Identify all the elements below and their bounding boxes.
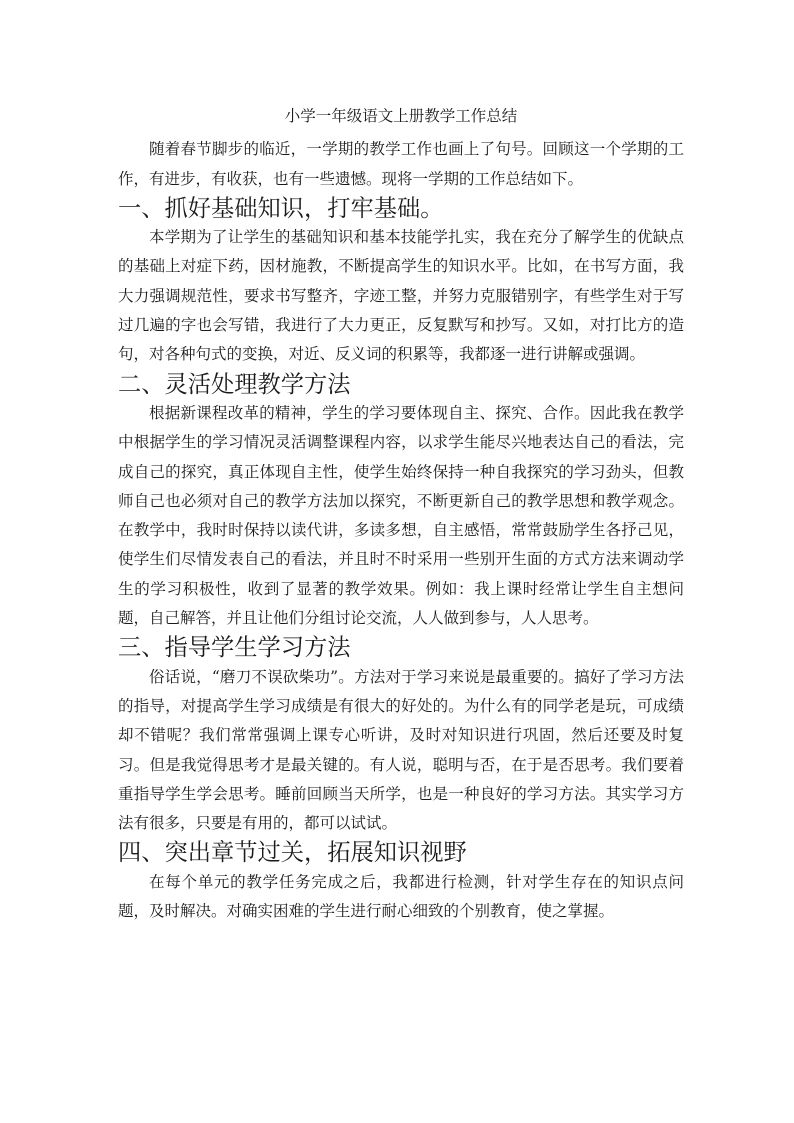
section-1-heading: 一、抓好基础知识，打牢基础。 bbox=[118, 194, 444, 222]
section-4-paragraph: 在每个单元的教学任务完成之后，我都进行检测，针对学生存在的知识点问题，及时解决。对确实困难的学生进行耐心细致的个别教育，使之掌握。 bbox=[118, 872, 684, 921]
section-1-paragraph: 本学期为了让学生的基础知识和基本技能学扎实，我在充分了解学生的优缺点的基础上对症下药，因材施教，不断提高学生的知识水平。比如，在书写方面，我大力强调规范性，要求书写整齐，字迹工整，并努力克服错别字，有些学生对于写过几遍的字也会写错，我进行了大力更正，反复默写和抄写。又如，对打比方的造句，对各种句式的变换，对近、反义词的积累等，我都逐一进行讲解或强调。 bbox=[118, 228, 684, 364]
section-3-heading: 三、指导学生学习方法 bbox=[118, 634, 351, 662]
intro-paragraph: 随着春节脚步的临近，一学期的教学工作也画上了句号。回顾这一个学期的工作，有进步，有收获，也有一些遗憾。现将一学期的工作总结如下。 bbox=[118, 140, 684, 188]
document-page bbox=[118, 102, 684, 926]
section-2-heading: 二、灵活处理教学方法 bbox=[118, 370, 351, 398]
section-4-heading: 四、突出章节过关，拓展知识视野 bbox=[118, 839, 467, 867]
section-3-paragraph: 俗话说，“磨刀不误砍柴功”。方法对于学习来说是最重要的。搞好了学习方法的指导，对提高学生学习成绩是有很大的好处的。为什么有的同学老是玩，可成绩却不错呢？我们常常强调上课专心听讲，及时对知识进行巩固，然后还要及时复习。但是我觉得思考才是最关键的。有人说，聪明与否，在于是否思考。我们要着重指导学生学会思考。睡前回顾当天所学，也是一种良好的学习方法。其实学习方法有很多，只要是有用的，都可以试试。 bbox=[118, 667, 684, 833]
section-2-paragraph: 根据新课程改革的精神，学生的学习要体现自主、探究、合作。因此我在教学中根据学生的学习情况灵活调整课程内容，以求学生能尽兴地表达自己的看法，完成自己的探究，真正体现自主性，使学生始终保持一种自我探究的学习劲头，但教师自己也必须对自己的教学方法加以探究，不断更新自己的教学思想和教学观念。在教学中，我时时保持以读代讲，多读多想，自主感悟，常常鼓励学生各抒己见，使学生们尽情发表自己的看法，并且时不时采用一些别开生面的方式方法来调动学生的学习积极性，收到了显著的教学效果。例如：我上课时经常让学生自主想问题，自己解答，并且让他们分组讨论交流，人人做到参与，人人思考。 bbox=[118, 403, 684, 628]
document-title: 小学一年级语文上册教学工作总结 bbox=[284, 107, 518, 125]
